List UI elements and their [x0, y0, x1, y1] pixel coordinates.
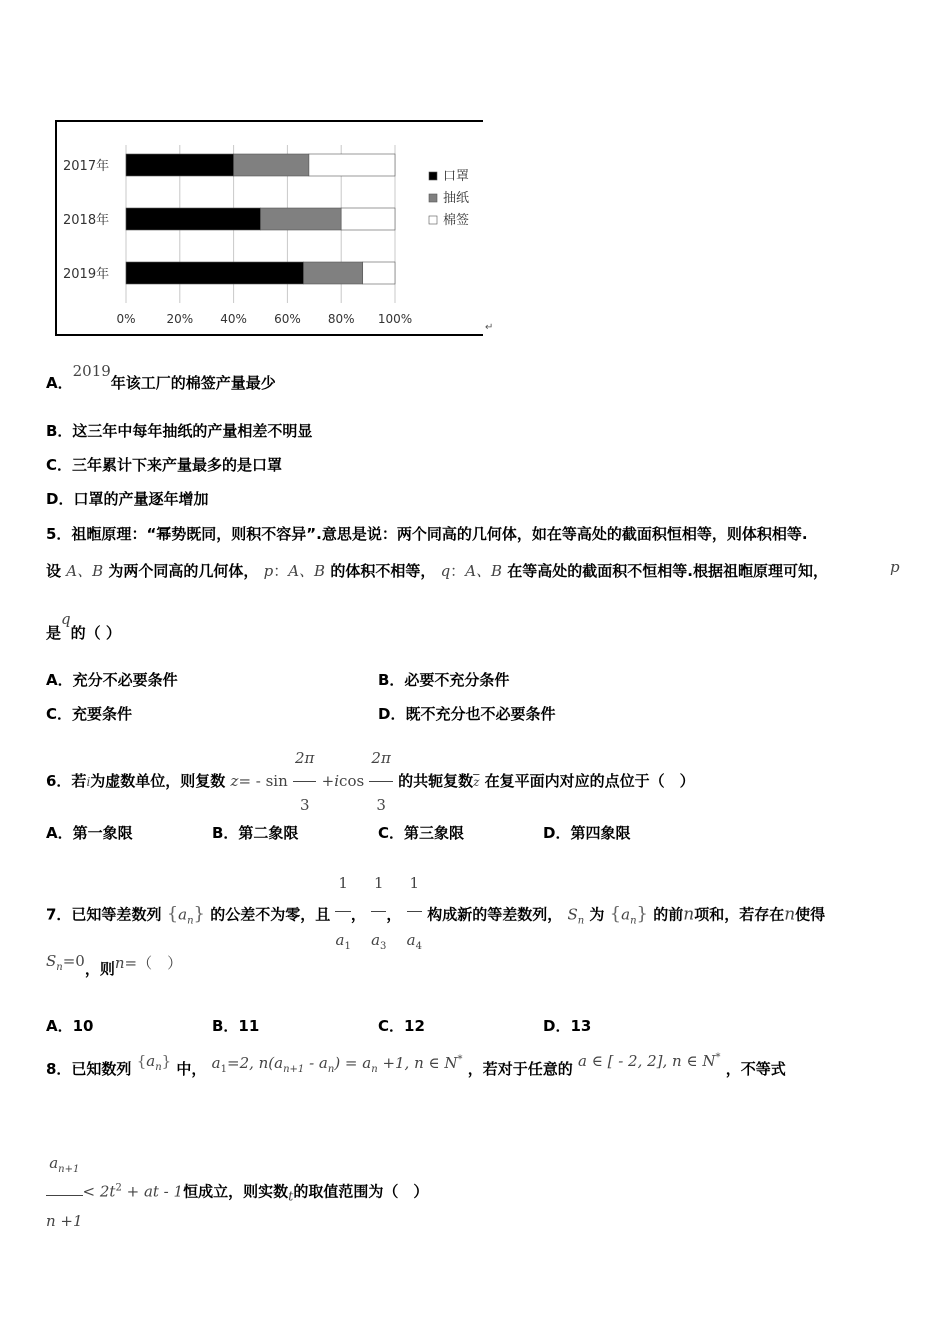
- legend-label: 抽纸: [443, 191, 470, 206]
- fraction-1-a1: $\frac{1}{a_1}$: [335, 855, 350, 975]
- legend-swatch: [429, 194, 437, 202]
- q7-stem: 7．已知等差数列 $\{a_n\}$ 的公差不为零，且 $\frac{1}{a_1}$ ， $\frac{1}{a_3}$ ， $\frac{1}{a_4}$ 构成新的等差数列， $S_n$ 为 $\{a_n\}$ 的前n项和，若存在n使得: [46, 855, 825, 975]
- y-category-label: 2018年: [63, 213, 110, 228]
- q6-option-b: B．第二象限: [212, 824, 299, 842]
- q6-option-d: D．第四象限: [543, 824, 631, 842]
- q5-option-a: A．充分不必要条件: [46, 671, 178, 689]
- bar-swab: [363, 262, 395, 284]
- fraction-2pi-3-b: $\frac{2\pi}{3}$: [369, 735, 392, 828]
- q6-stem: 6．若i为虚数单位，则复数 z= - sin $\frac{2\pi}{3}$ +icos $\frac{2\pi}{3}$ 的共轭复数$\overline{z}$ 在复平面内对应的点位于（ ）: [46, 735, 695, 828]
- q7-option-a: A．10: [46, 1017, 94, 1035]
- legend-label: 口罩: [443, 169, 470, 184]
- q5-line3: 是q的（ ）: [46, 610, 121, 642]
- q6-option-c: C．第三象限: [378, 824, 465, 842]
- x-tick-label: 0%: [116, 312, 136, 326]
- q4-option-a: A．2019年该工厂的棉签产量最少: [46, 362, 276, 392]
- bar-tissue: [234, 154, 309, 176]
- fraction-1-a4: $\frac{1}{a_4}$: [407, 855, 422, 975]
- year-2019: 2019: [72, 362, 111, 380]
- legend-swatch: [429, 172, 437, 180]
- q5-line1: 5．祖暅原理：“幂势既同，则积不容异”.意思是说：两个同高的几何体，如在等高处的截面积恒相等，则体积相等.: [46, 525, 808, 543]
- x-tick-label: 80%: [327, 312, 355, 326]
- bar-mask: [126, 154, 234, 176]
- q4-option-b: B．这三年中每年抽纸的产量相差不明显: [46, 422, 313, 440]
- q8-stem: 8．已知数列 $\{a_n\}$ 中， $a_1=2$, $n(a_{n+1} - a_n) = a_n +1$, n ∈ N* ，若对于任意的 a ∈ [ - 2, 2], n ∈ N* ，不等式: [46, 1052, 786, 1078]
- bar-mask: [126, 262, 304, 284]
- q7-option-d: D．13: [543, 1017, 592, 1035]
- return-mark: ↵: [485, 322, 494, 333]
- fraction-1-a3: $\frac{1}{a_3}$: [371, 855, 386, 975]
- y-category-label: 2017年: [63, 159, 110, 174]
- q5-p-end: p: [890, 558, 900, 576]
- bar-swab: [341, 208, 395, 230]
- x-tick-label: 60%: [274, 312, 301, 326]
- q4-option-d: D．口罩的产量逐年增加: [46, 490, 209, 508]
- x-tick-label: 40%: [220, 312, 247, 326]
- legend-swatch: [429, 216, 437, 224]
- bar-tissue: [304, 262, 363, 284]
- q5-option-c: C．充要条件: [46, 705, 133, 723]
- bar-swab: [309, 154, 395, 176]
- q5-line2: 设 A、B 为两个同高的几何体， p：A、B 的体积不相等， q：A、B 在等高处的截面积不恒相等.根据祖暅原理可知，: [46, 562, 828, 580]
- fraction-2pi-3: $\frac{2\pi}{3}$: [293, 735, 316, 828]
- bar-mask: [126, 208, 261, 230]
- y-category-label: 2019年: [63, 267, 110, 282]
- q5-option-d: D．既不充分也不必要条件: [378, 705, 556, 723]
- stacked-bar-chart: [55, 120, 495, 335]
- fraction-an1-n1: $\frac{a_{n+1}}{n +1}$: [46, 1138, 83, 1246]
- legend-label: 棉签: [443, 213, 470, 228]
- q7-line2: $S_n=0$，则n=（ ）: [46, 952, 183, 978]
- x-tick-label: 100%: [377, 312, 413, 326]
- q5-option-b: B．必要不充分条件: [378, 671, 510, 689]
- q6-option-a: A．第一象限: [46, 824, 133, 842]
- q8-inequality-line: $\frac{a_{n+1}}{n +1}$ < $2t^2$ + at - 1恒成立，则实数$_t$的取值范围为（ ）: [46, 1138, 428, 1246]
- x-tick-label: 20%: [166, 312, 194, 326]
- bar-tissue: [261, 208, 342, 230]
- q4-option-c: C．三年累计下来产量最多的是口罩: [46, 456, 283, 474]
- q7-option-b: B．11: [212, 1017, 260, 1035]
- q7-option-c: C．12: [378, 1017, 425, 1035]
